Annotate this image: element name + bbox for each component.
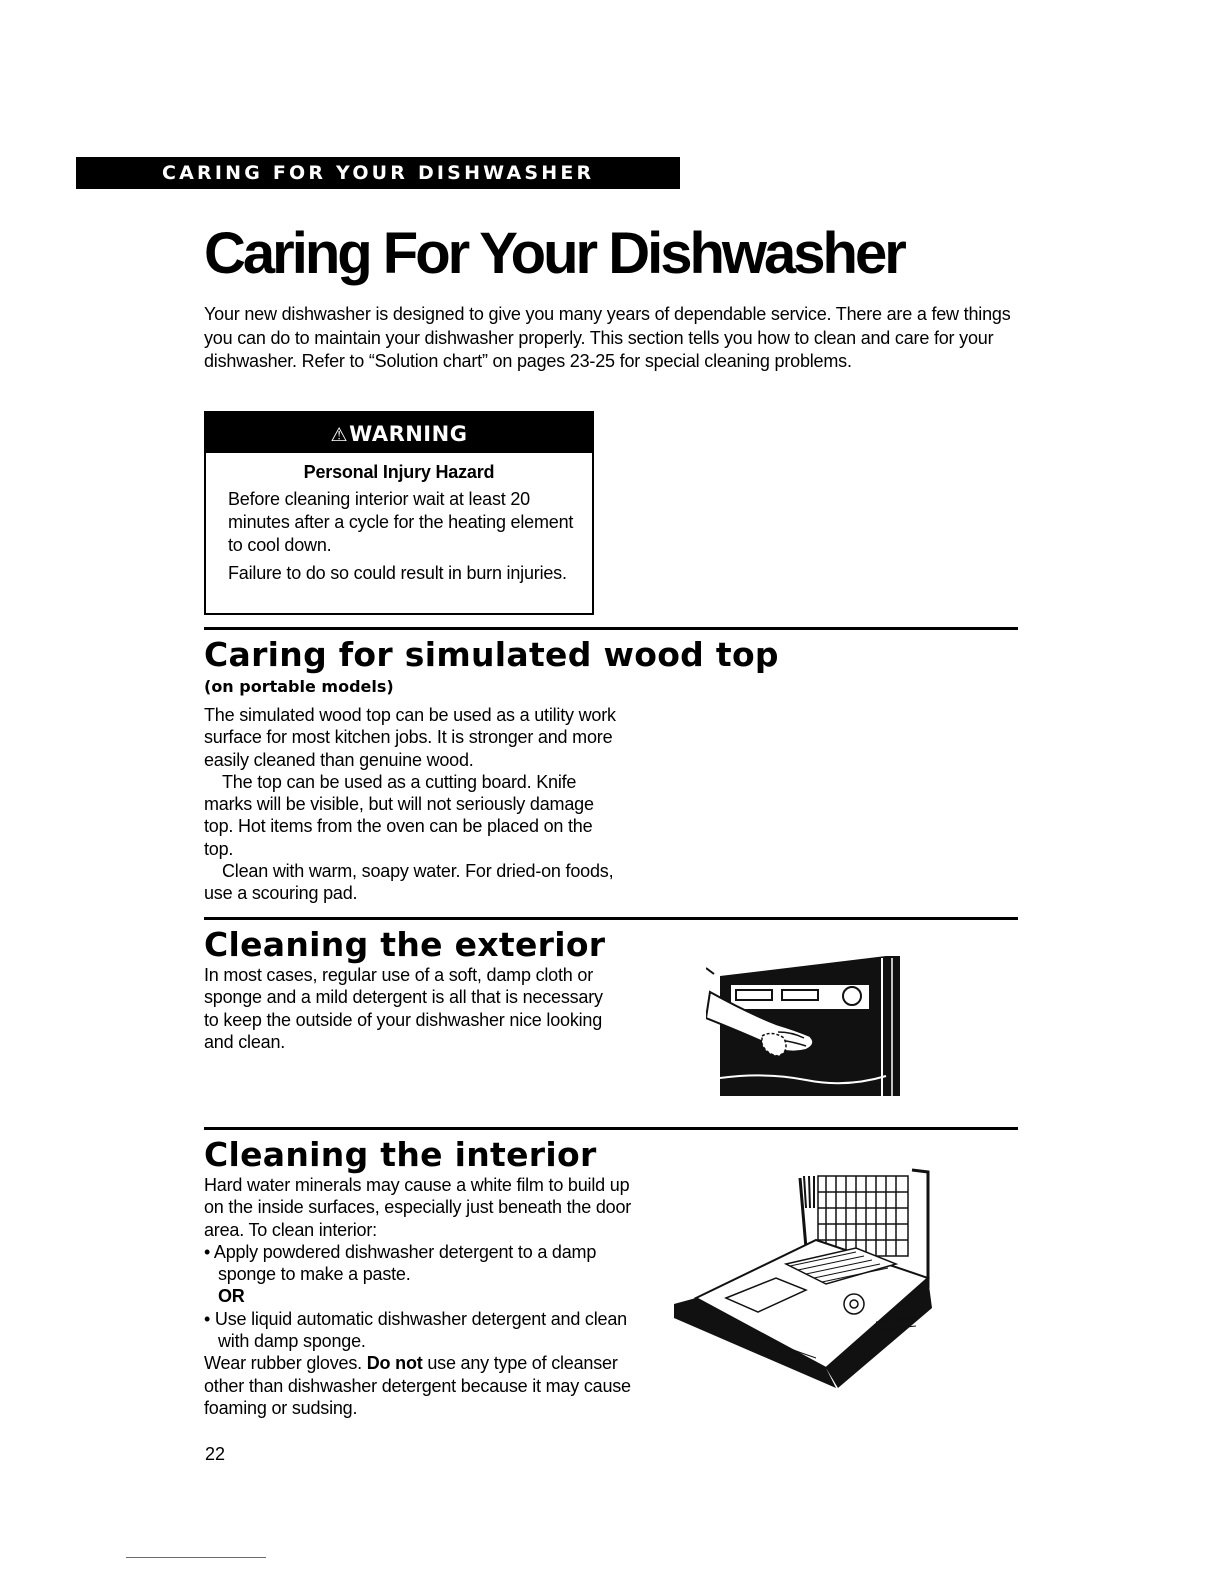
interior-cleaning-illustration bbox=[666, 1168, 934, 1390]
wood-top-paragraph: Clean with warm, soapy water. For dried-on foods, use a scouring pad. bbox=[204, 861, 614, 904]
section-divider bbox=[204, 627, 1018, 630]
wood-top-paragraph: The simulated wood top can be used as a utility work surface for most kitchen jobs. It is stronger and more easily cleaned than genuine wood. bbox=[204, 705, 616, 770]
hazard-title: Personal Injury Hazard bbox=[303, 462, 495, 482]
interior-heading: Cleaning the interior bbox=[204, 1135, 597, 1174]
footer-divider bbox=[126, 1557, 266, 1558]
interior-do-not: Do not bbox=[366, 1353, 423, 1374]
warning-label: WARNING bbox=[349, 422, 468, 446]
exterior-heading: Cleaning the exterior bbox=[204, 925, 606, 964]
wood-top-subtitle: (on portable models) bbox=[204, 677, 394, 696]
page-title: Caring For Your Dishwasher bbox=[204, 221, 904, 286]
wood-top-body bbox=[204, 704, 624, 905]
warning-header bbox=[206, 413, 592, 453]
interior-closing bbox=[204, 1352, 644, 1419]
interior-bullet: • Use liquid automatic dishwasher detergent and clean with damp sponge. bbox=[204, 1308, 627, 1352]
interior-closing-end: use any type of cleanser other than dishwasher detergent because it may cause foaming or sudsing. bbox=[204, 1353, 631, 1418]
section-divider bbox=[204, 917, 1018, 920]
section-divider bbox=[204, 1127, 1018, 1130]
section-header-bar bbox=[76, 157, 680, 189]
interior-closing-start: Wear rubber gloves. bbox=[204, 1353, 367, 1374]
interior-intro: Hard water minerals may cause a white film to build up on the inside surfaces, especially just beneath the door area. To clean interior: bbox=[204, 1175, 632, 1240]
page-number: 22 bbox=[205, 1444, 226, 1464]
exterior-paragraph: In most cases, regular use of a soft, damp cloth or sponge and a mild detergent is all that is necessary to keep the outside of your dishwasher nice looking and clean. bbox=[204, 965, 603, 1052]
exterior-cleaning-illustration bbox=[706, 952, 902, 1098]
intro-paragraph: Your new dishwasher is designed to give you many years of dependable service. There are a few things you can do to maintain your dishwasher properly. This section tells you how to clean and care for your dishwasher. Refer to “Solution chart” on pages 23-25 for special cleaning problems. bbox=[204, 304, 1011, 371]
warning-box bbox=[204, 411, 594, 615]
interior-or-label: OR bbox=[218, 1286, 245, 1307]
wood-top-paragraph: The top can be used as a cutting board. Knife marks will be visible, but will not seriously damage top. Hot items from the oven can be placed on the top. bbox=[204, 771, 594, 859]
wood-top-heading: Caring for simulated wood top bbox=[204, 635, 779, 674]
warning-consequence-text: Failure to do so could result in burn injuries. bbox=[228, 563, 567, 583]
warning-text: Before cleaning interior wait at least 20 minutes after a cycle for the heating element to cool down. bbox=[228, 489, 574, 555]
warning-triangle-icon: ⚠ bbox=[330, 424, 349, 446]
interior-bullet: • Apply powdered dishwasher detergent to a damp sponge to make a paste. bbox=[204, 1241, 597, 1285]
section-header-label: CARING FOR YOUR DISHWASHER bbox=[162, 162, 595, 184]
interior-body bbox=[204, 1174, 644, 1419]
